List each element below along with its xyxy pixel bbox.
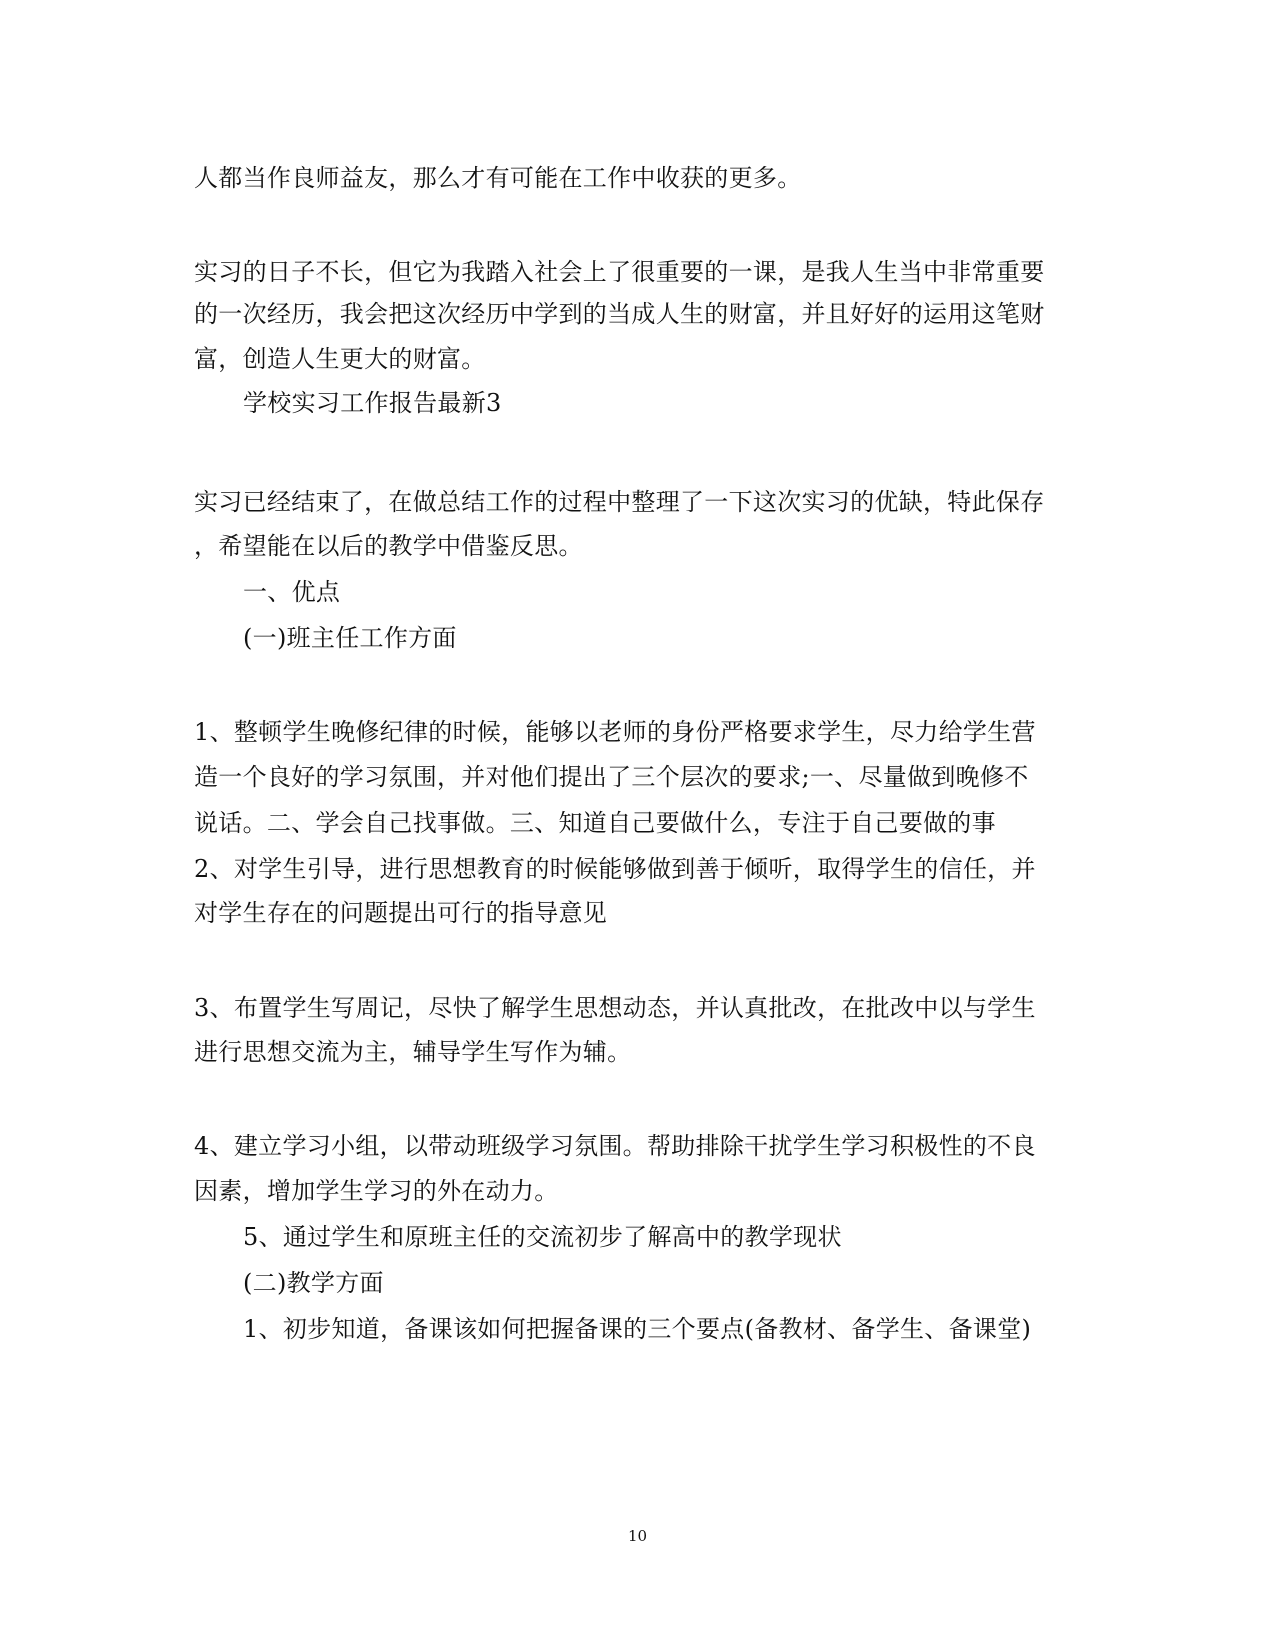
text-line: ，希望能在以后的教学中借鉴反思。 [194, 532, 583, 560]
subheading: 一、优点 [243, 578, 341, 606]
section-heading: 学校实习工作报告最新3 [243, 389, 502, 417]
text-line: 1、整顿学生晚修纪律的时候，能够以老师的身份严格要求学生，尽力给学生营 [194, 718, 1036, 746]
text-line: 说话。二、学会自己找事做。三、知道自己要做什么，专注于自己要做的事 [194, 809, 996, 837]
text-line: 因素，增加学生学习的外在动力。 [194, 1177, 559, 1205]
subheading: (二)教学方面 [243, 1269, 384, 1297]
text-line: 造一个良好的学习氛围，并对他们提出了三个层次的要求;一、尽量做到晚修不 [194, 763, 1029, 791]
page-number: 10 [627, 1527, 648, 1545]
text-line: 实习已经结束了，在做总结工作的过程中整理了一下这次实习的优缺，特此保存 [194, 488, 1045, 516]
text-line: 人都当作良师益友，那么才有可能在工作中收获的更多。 [194, 164, 802, 192]
text-line: 的一次经历，我会把这次经历中学到的当成人生的财富，并且好好的运用这笔财 [194, 300, 1045, 328]
text-line: 5、通过学生和原班主任的交流初步了解高中的教学现状 [243, 1223, 842, 1251]
text-line: 1、初步知道，备课该如何把握备课的三个要点(备教材、备学生、备课堂) [243, 1315, 1032, 1343]
text-line: 2、对学生引导，进行思想教育的时候能够做到善于倾听，取得学生的信任，并 [194, 855, 1036, 883]
text-line: 对学生存在的问题提出可行的指导意见 [194, 899, 608, 927]
text-line: 3、布置学生写周记，尽快了解学生思想动态，并认真批改，在批改中以与学生 [194, 994, 1036, 1022]
text-line: 富，创造人生更大的财富。 [194, 345, 486, 373]
subheading: (一)班主任工作方面 [243, 624, 457, 652]
text-line: 4、建立学习小组，以带动班级学习氛围。帮助排除干扰学生学习积极性的不良 [194, 1132, 1036, 1160]
text-line: 实习的日子不长，但它为我踏入社会上了很重要的一课，是我人生当中非常重要 [194, 258, 1045, 286]
text-line: 进行思想交流为主，辅导学生写作为辅。 [194, 1038, 632, 1066]
